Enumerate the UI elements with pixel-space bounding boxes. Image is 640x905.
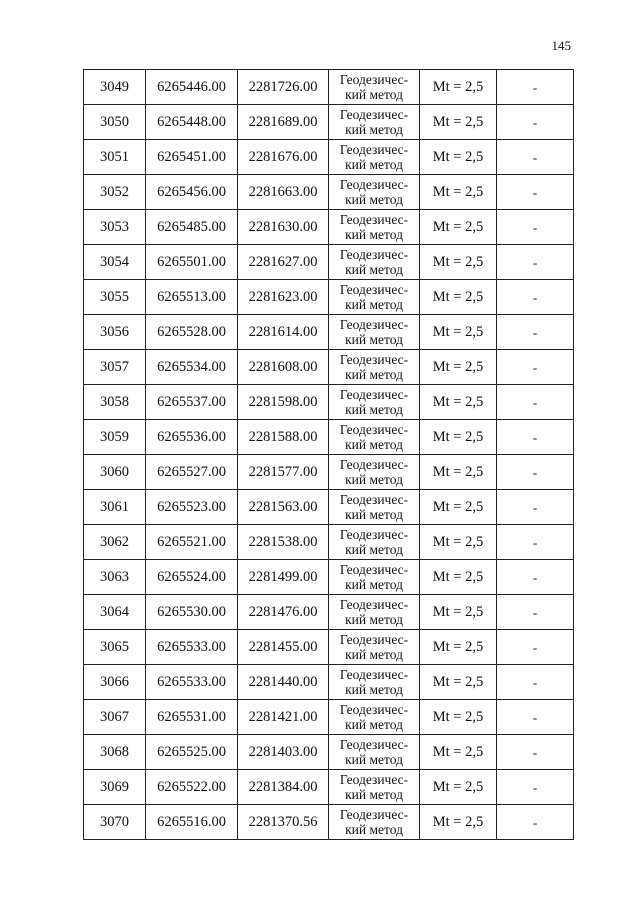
method-line-2: кий метод — [345, 192, 403, 207]
method-cell — [329, 70, 420, 105]
x-coordinate-cell: 6265524.00 — [146, 560, 238, 595]
method-line-1: Геодезичес- — [339, 387, 409, 402]
method-line-1: Геодезичес- — [339, 807, 409, 822]
accuracy-cell: Mt = 2,5 — [420, 420, 497, 455]
method-line-2: кий метод — [345, 577, 403, 592]
y-coordinate-cell: 2281370.56 — [238, 805, 329, 840]
method-line-1: Геодезичес- — [339, 282, 409, 297]
y-coordinate-cell: 2281630.00 — [238, 210, 329, 245]
note-cell: - — [497, 315, 574, 350]
accuracy-cell: Mt = 2,5 — [420, 210, 497, 245]
table-row — [84, 455, 574, 490]
table-row — [84, 175, 574, 210]
point-number-cell: 3049 — [84, 70, 146, 105]
note-cell: - — [497, 385, 574, 420]
method-line-2: кий метод — [345, 437, 403, 452]
method-line-2: кий метод — [345, 227, 403, 242]
accuracy-cell: Mt = 2,5 — [420, 455, 497, 490]
method-cell — [329, 560, 420, 595]
method-line-2: кий метод — [345, 822, 403, 837]
method-line-1: Геодезичес- — [339, 177, 409, 192]
point-number-cell: 3066 — [84, 665, 146, 700]
note-cell: - — [497, 140, 574, 175]
note-cell: - — [497, 70, 574, 105]
method-cell — [329, 735, 420, 770]
method-cell — [329, 175, 420, 210]
coordinates-table-body — [84, 70, 574, 840]
method-line-1: Геодезичес- — [339, 72, 409, 87]
y-coordinate-cell: 2281421.00 — [238, 700, 329, 735]
x-coordinate-cell: 6265513.00 — [146, 280, 238, 315]
x-coordinate-cell: 6265446.00 — [146, 70, 238, 105]
y-coordinate-cell: 2281577.00 — [238, 455, 329, 490]
x-coordinate-cell: 6265537.00 — [146, 385, 238, 420]
note-cell: - — [497, 665, 574, 700]
x-coordinate-cell: 6265530.00 — [146, 595, 238, 630]
method-line-2: кий метод — [345, 157, 403, 172]
x-coordinate-cell: 6265534.00 — [146, 350, 238, 385]
accuracy-cell: Mt = 2,5 — [420, 700, 497, 735]
point-number-cell: 3065 — [84, 630, 146, 665]
point-number-cell: 3058 — [84, 385, 146, 420]
method-cell — [329, 525, 420, 560]
point-number-cell: 3069 — [84, 770, 146, 805]
accuracy-cell: Mt = 2,5 — [420, 560, 497, 595]
method-cell — [329, 245, 420, 280]
point-number-cell: 3060 — [84, 455, 146, 490]
method-cell — [329, 105, 420, 140]
method-cell — [329, 350, 420, 385]
method-line-1: Геодезичес- — [339, 212, 409, 227]
method-line-1: Геодезичес- — [339, 457, 409, 472]
method-cell — [329, 595, 420, 630]
method-line-2: кий метод — [345, 402, 403, 417]
y-coordinate-cell: 2281588.00 — [238, 420, 329, 455]
method-cell — [329, 770, 420, 805]
point-number-cell: 3064 — [84, 595, 146, 630]
table-row — [84, 245, 574, 280]
note-cell: - — [497, 245, 574, 280]
point-number-cell: 3053 — [84, 210, 146, 245]
y-coordinate-cell: 2281623.00 — [238, 280, 329, 315]
y-coordinate-cell: 2281563.00 — [238, 490, 329, 525]
accuracy-cell: Mt = 2,5 — [420, 245, 497, 280]
point-number-cell: 3063 — [84, 560, 146, 595]
y-coordinate-cell: 2281614.00 — [238, 315, 329, 350]
table-row — [84, 350, 574, 385]
x-coordinate-cell: 6265522.00 — [146, 770, 238, 805]
table-row — [84, 595, 574, 630]
x-coordinate-cell: 6265533.00 — [146, 665, 238, 700]
accuracy-cell: Mt = 2,5 — [420, 70, 497, 105]
note-cell: - — [497, 630, 574, 665]
point-number-cell: 3056 — [84, 315, 146, 350]
method-line-1: Геодезичес- — [339, 772, 409, 787]
y-coordinate-cell: 2281598.00 — [238, 385, 329, 420]
method-line-2: кий метод — [345, 507, 403, 522]
x-coordinate-cell: 6265523.00 — [146, 490, 238, 525]
table-row — [84, 315, 574, 350]
method-cell — [329, 630, 420, 665]
page-number: 145 — [551, 38, 571, 53]
note-cell: - — [497, 525, 574, 560]
note-cell: - — [497, 210, 574, 245]
method-cell — [329, 665, 420, 700]
note-cell: - — [497, 595, 574, 630]
table-row — [84, 385, 574, 420]
y-coordinate-cell: 2281689.00 — [238, 105, 329, 140]
point-number-cell: 3070 — [84, 805, 146, 840]
note-cell: - — [497, 105, 574, 140]
y-coordinate-cell: 2281455.00 — [238, 630, 329, 665]
method-cell — [329, 280, 420, 315]
method-line-1: Геодезичес- — [339, 492, 409, 507]
method-line-1: Геодезичес- — [339, 702, 409, 717]
method-line-2: кий метод — [345, 682, 403, 697]
x-coordinate-cell: 6265485.00 — [146, 210, 238, 245]
y-coordinate-cell: 2281676.00 — [238, 140, 329, 175]
table-row — [84, 490, 574, 525]
point-number-cell: 3062 — [84, 525, 146, 560]
method-line-2: кий метод — [345, 87, 403, 102]
note-cell: - — [497, 350, 574, 385]
accuracy-cell: Mt = 2,5 — [420, 280, 497, 315]
y-coordinate-cell: 2281440.00 — [238, 665, 329, 700]
method-line-2: кий метод — [345, 332, 403, 347]
method-line-2: кий метод — [345, 752, 403, 767]
accuracy-cell: Mt = 2,5 — [420, 805, 497, 840]
table-row — [84, 700, 574, 735]
accuracy-cell: Mt = 2,5 — [420, 385, 497, 420]
y-coordinate-cell: 2281726.00 — [238, 70, 329, 105]
method-line-2: кий метод — [345, 542, 403, 557]
point-number-cell: 3059 — [84, 420, 146, 455]
x-coordinate-cell: 6265516.00 — [146, 805, 238, 840]
method-line-1: Геодезичес- — [339, 667, 409, 682]
method-line-1: Геодезичес- — [339, 527, 409, 542]
point-number-cell: 3067 — [84, 700, 146, 735]
y-coordinate-cell: 2281499.00 — [238, 560, 329, 595]
method-line-1: Геодезичес- — [339, 632, 409, 647]
x-coordinate-cell: 6265533.00 — [146, 630, 238, 665]
note-cell: - — [497, 700, 574, 735]
method-line-2: кий метод — [345, 262, 403, 277]
note-cell: - — [497, 560, 574, 595]
method-line-2: кий метод — [345, 297, 403, 312]
method-line-1: Геодезичес- — [339, 422, 409, 437]
method-cell — [329, 315, 420, 350]
x-coordinate-cell: 6265527.00 — [146, 455, 238, 490]
note-cell: - — [497, 280, 574, 315]
method-line-1: Геодезичес- — [339, 352, 409, 367]
y-coordinate-cell: 2281663.00 — [238, 175, 329, 210]
method-line-1: Геодезичес- — [339, 562, 409, 577]
accuracy-cell: Mt = 2,5 — [420, 175, 497, 210]
y-coordinate-cell: 2281608.00 — [238, 350, 329, 385]
accuracy-cell: Mt = 2,5 — [420, 105, 497, 140]
table-row — [84, 735, 574, 770]
method-line-1: Геодезичес- — [339, 107, 409, 122]
x-coordinate-cell: 6265525.00 — [146, 735, 238, 770]
y-coordinate-cell: 2281627.00 — [238, 245, 329, 280]
method-line-2: кий метод — [345, 787, 403, 802]
table-row — [84, 665, 574, 700]
table-row — [84, 280, 574, 315]
method-line-2: кий метод — [345, 122, 403, 137]
table-row — [84, 805, 574, 840]
point-number-cell: 3061 — [84, 490, 146, 525]
point-number-cell: 3052 — [84, 175, 146, 210]
note-cell: - — [497, 420, 574, 455]
table-row — [84, 525, 574, 560]
table-row — [84, 770, 574, 805]
note-cell: - — [497, 455, 574, 490]
accuracy-cell: Mt = 2,5 — [420, 735, 497, 770]
x-coordinate-cell: 6265528.00 — [146, 315, 238, 350]
x-coordinate-cell: 6265456.00 — [146, 175, 238, 210]
method-line-2: кий метод — [345, 612, 403, 627]
table-row — [84, 140, 574, 175]
point-number-cell: 3055 — [84, 280, 146, 315]
accuracy-cell: Mt = 2,5 — [420, 140, 497, 175]
method-cell — [329, 700, 420, 735]
table-row — [84, 560, 574, 595]
x-coordinate-cell: 6265451.00 — [146, 140, 238, 175]
x-coordinate-cell: 6265448.00 — [146, 105, 238, 140]
accuracy-cell: Mt = 2,5 — [420, 525, 497, 560]
point-number-cell: 3068 — [84, 735, 146, 770]
method-cell — [329, 210, 420, 245]
method-cell — [329, 140, 420, 175]
accuracy-cell: Mt = 2,5 — [420, 770, 497, 805]
method-cell — [329, 490, 420, 525]
method-line-1: Геодезичес- — [339, 737, 409, 752]
point-number-cell: 3050 — [84, 105, 146, 140]
y-coordinate-cell: 2281403.00 — [238, 735, 329, 770]
accuracy-cell: Mt = 2,5 — [420, 490, 497, 525]
method-line-1: Геодезичес- — [339, 142, 409, 157]
note-cell: - — [497, 735, 574, 770]
accuracy-cell: Mt = 2,5 — [420, 665, 497, 700]
note-cell: - — [497, 490, 574, 525]
method-line-2: кий метод — [345, 472, 403, 487]
table-row — [84, 105, 574, 140]
accuracy-cell: Mt = 2,5 — [420, 350, 497, 385]
y-coordinate-cell: 2281384.00 — [238, 770, 329, 805]
x-coordinate-cell: 6265521.00 — [146, 525, 238, 560]
accuracy-cell: Mt = 2,5 — [420, 315, 497, 350]
table-row — [84, 630, 574, 665]
y-coordinate-cell: 2281476.00 — [238, 595, 329, 630]
method-line-2: кий метод — [345, 647, 403, 662]
method-line-1: Геодезичес- — [339, 597, 409, 612]
note-cell: - — [497, 770, 574, 805]
note-cell: - — [497, 805, 574, 840]
note-cell: - — [497, 175, 574, 210]
table-row — [84, 420, 574, 455]
table-row — [84, 70, 574, 105]
x-coordinate-cell: 6265501.00 — [146, 245, 238, 280]
method-line-2: кий метод — [345, 367, 403, 382]
coordinates-table — [83, 69, 574, 840]
method-cell — [329, 455, 420, 490]
method-cell — [329, 385, 420, 420]
method-line-1: Геодезичес- — [339, 317, 409, 332]
point-number-cell: 3054 — [84, 245, 146, 280]
table-row — [84, 210, 574, 245]
method-line-1: Геодезичес- — [339, 247, 409, 262]
method-cell — [329, 420, 420, 455]
point-number-cell: 3057 — [84, 350, 146, 385]
y-coordinate-cell: 2281538.00 — [238, 525, 329, 560]
x-coordinate-cell: 6265536.00 — [146, 420, 238, 455]
x-coordinate-cell: 6265531.00 — [146, 700, 238, 735]
accuracy-cell: Mt = 2,5 — [420, 630, 497, 665]
point-number-cell: 3051 — [84, 140, 146, 175]
accuracy-cell: Mt = 2,5 — [420, 595, 497, 630]
method-line-2: кий метод — [345, 717, 403, 732]
method-cell — [329, 805, 420, 840]
